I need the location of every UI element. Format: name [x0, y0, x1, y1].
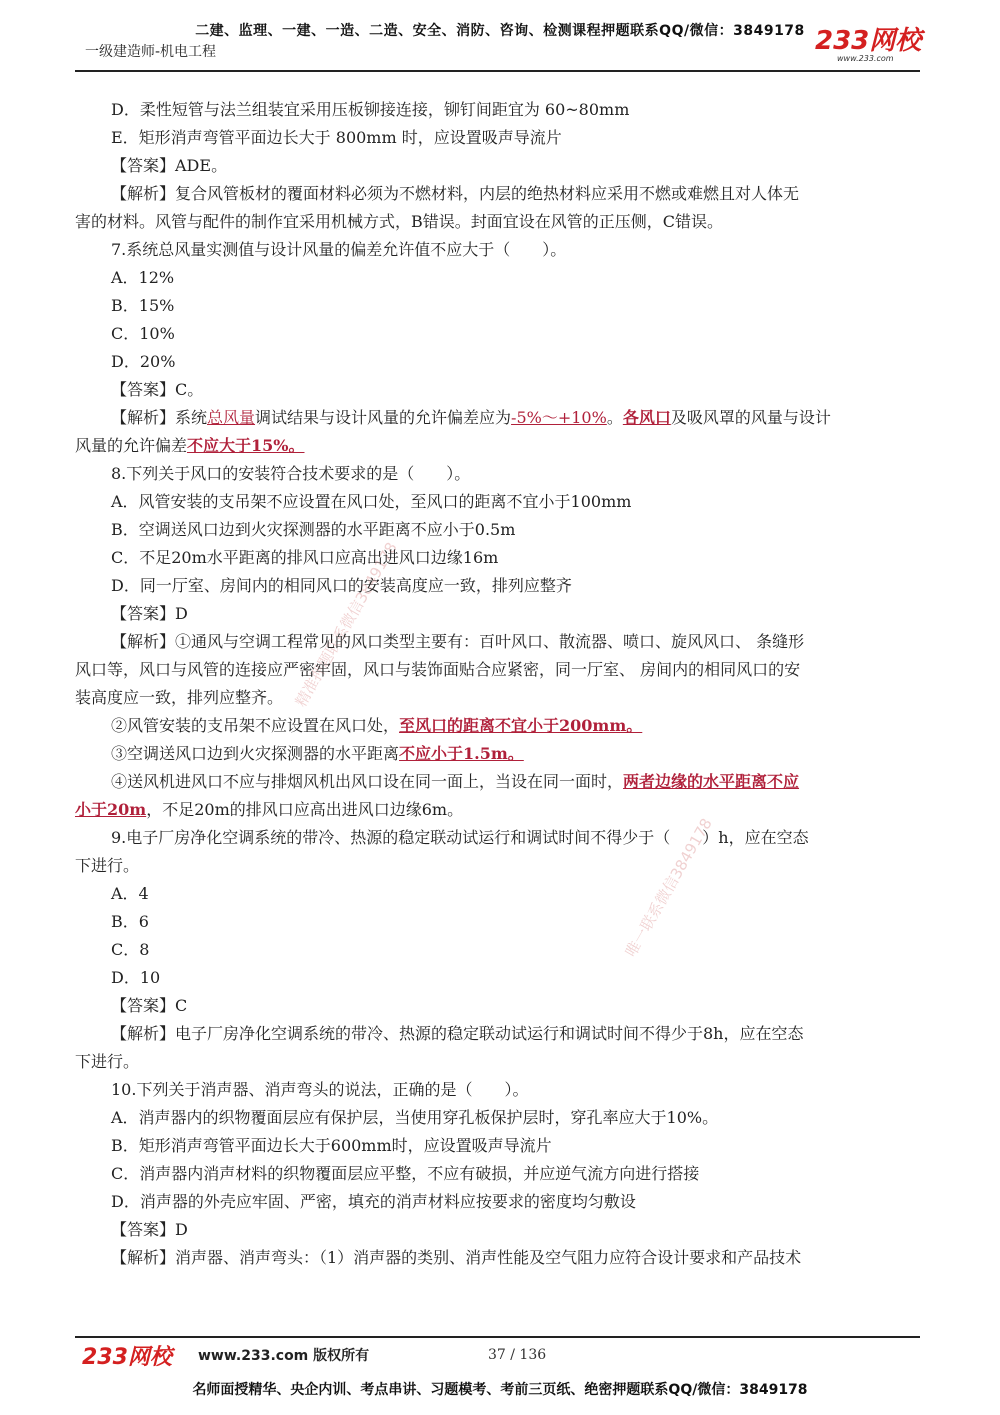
- option-line: A．风管安装的支吊架不应设置在风口处，至风口的距离不宜小于100mm: [111, 492, 632, 511]
- option-line: C．8: [111, 940, 150, 959]
- text: 。: [606, 408, 623, 427]
- option-line: C．消声器内消声材料的织物覆面层应平整，不应有破损，并应逆气流方向进行搭接: [111, 1164, 700, 1183]
- text: 风量的允许偏差: [75, 436, 188, 455]
- header-promo: 二建、监理、一建、一造、二造、安全、消防、咨询、检测课程押题联系QQ/微信：3849178: [195, 23, 805, 39]
- answer-line: 【答案】D: [111, 1220, 188, 1239]
- footer-logo: 233网校: [82, 1345, 172, 1370]
- logo-text: 233网校: [815, 26, 922, 56]
- text: 调试结果与设计风量的允许偏差应为: [255, 408, 512, 427]
- option-line: C．不足20m水平距离的排风口应高出进风口边缘16m: [111, 548, 499, 567]
- text: ③空调送风口边到火灾探测器的水平距离: [111, 744, 400, 763]
- highlight-text: 各风口: [622, 408, 671, 427]
- footer-promo: 名师面授精华、央企内训、考点串讲、习题模考、考前三页纸、绝密押题联系QQ/微信：3849178: [192, 1382, 808, 1398]
- analysis-line: 风口等，风口与风管的连接应严密牢固，风口与装饰面贴合应紧密，同一厅室、 房间内的相同风口的安: [75, 660, 801, 679]
- highlight-text: 两者边缘的水平距离不应: [623, 772, 800, 791]
- text: ④送风机进风口不应与排烟风机出风口设在同一面上，当设在同一面时，: [111, 772, 624, 791]
- option-line: A．4: [111, 884, 149, 903]
- text: 及吸风罩的风量与设计: [670, 408, 831, 427]
- analysis-line: 【解析】复合风管板材的覆面材料必须为不燃材料，内层的绝热材料应采用不燃或难燃且对人体无: [111, 184, 800, 203]
- highlight-text: 小于20m: [75, 800, 147, 819]
- analysis-line: [75, 740, 925, 768]
- brand-logo: [815, 28, 925, 68]
- highlight-text: 总风量: [207, 408, 256, 427]
- option-line: B．空调送风口边到火灾探测器的水平距离不应小于0.5m: [111, 520, 516, 539]
- text: 【解析】系统: [111, 408, 208, 427]
- analysis-line: 【解析】消声器、消声弯头：（1）消声器的类别、消声性能及空气阻力应符合设计要求和产品技术: [111, 1248, 802, 1267]
- analysis-line: [75, 432, 925, 460]
- analysis-line: [75, 712, 925, 740]
- option-line: E．矩形消声弯管平面边长大于 800mm 时，应设置吸声导流片: [111, 128, 562, 147]
- answer-line: 【答案】ADE。: [111, 156, 228, 175]
- header-divider: [75, 70, 920, 72]
- answer-line: 【答案】C。: [111, 380, 204, 399]
- analysis-line: 【解析】电子厂房净化空调系统的带冷、热源的稳定联动试运行和调试时间不得少于8h，应在空态: [111, 1024, 804, 1043]
- option-line: A．消声器内的织物覆面层应有保护层，当使用穿孔板保护层时，穿孔率应大于10%。: [111, 1108, 719, 1127]
- text: ，不足20m的排风口应高出进风口边缘6m。: [146, 800, 464, 819]
- option-line: C．10%: [111, 324, 175, 343]
- option-line: B．6: [111, 912, 149, 931]
- watermark: 精准押题联系微信3849178: [291, 539, 401, 710]
- answer-line: 【答案】D: [111, 604, 188, 623]
- highlight-text: 不应小于1.5m。: [399, 744, 524, 763]
- document-body: [75, 96, 925, 1272]
- option-line: D．10: [111, 968, 161, 987]
- text: ②风管安装的支吊架不应设置在风口处，: [111, 716, 400, 735]
- analysis-line: [75, 768, 925, 796]
- analysis-line: 装高度应一致，排列应整齐。: [75, 688, 284, 707]
- question-7: 7.系统总风量实测值与设计风量的偏差允许值不应大于（ ）。: [111, 240, 567, 259]
- highlight-text: 至风口的距离不宜小于200mm。: [399, 716, 643, 735]
- analysis-line: [75, 796, 925, 824]
- analysis-line: [75, 404, 925, 432]
- highlight-text: -5%～+10%: [511, 408, 607, 427]
- document-subtitle: 一级建造师-机电工程: [85, 44, 217, 60]
- logo-url: www.233.com: [837, 54, 894, 63]
- question-9: 9.电子厂房净化空调系统的带冷、热源的稳定联动试运行和调试时间不得少于（ ）h，应在空态: [111, 828, 809, 847]
- option-line: B．15%: [111, 296, 175, 315]
- question-line: 下进行。: [75, 856, 140, 875]
- option-line: D．20%: [111, 352, 176, 371]
- question-10: 10.下列关于消声器、消声弯头的说法，正确的是（ ）。: [111, 1080, 529, 1099]
- option-line: D．消声器的外壳应牢固、严密，填充的消声材料应按要求的密度均匀敷设: [111, 1192, 636, 1211]
- option-line: D．同一厅室、房间内的相同风口的安装高度应一致，排列应整齐: [111, 576, 572, 595]
- option-line: A．12%: [111, 268, 175, 287]
- analysis-line: 害的材料。风管与配件的制作宜采用机械方式，B错误。封面宜设在风管的正压侧，C错误。: [75, 212, 724, 231]
- option-line: B．矩形消声弯管平面边长大于600mm时，应设置吸声导流片: [111, 1136, 552, 1155]
- highlight-text: 不应大于15%。: [187, 436, 305, 455]
- option-line: D．柔性短管与法兰组装宜采用压板铆接连接，铆钉间距宜为 60~80mm: [111, 100, 630, 119]
- answer-line: 【答案】C: [111, 996, 188, 1015]
- watermark: 唯一联系微信3849178: [621, 815, 716, 960]
- question-8: 8.下列关于风口的安装符合技术要求的是（ ）。: [111, 464, 471, 483]
- analysis-line: 下进行。: [75, 1052, 140, 1071]
- analysis-line: 【解析】①通风与空调工程常见的风口类型主要有：百叶风口、散流器、喷口、旋风风口、 条缝形: [111, 632, 805, 651]
- copyright-text: www.233.com 版权所有: [198, 1348, 370, 1364]
- page-number: 37 / 136: [488, 1347, 547, 1363]
- footer-divider: [75, 1336, 920, 1338]
